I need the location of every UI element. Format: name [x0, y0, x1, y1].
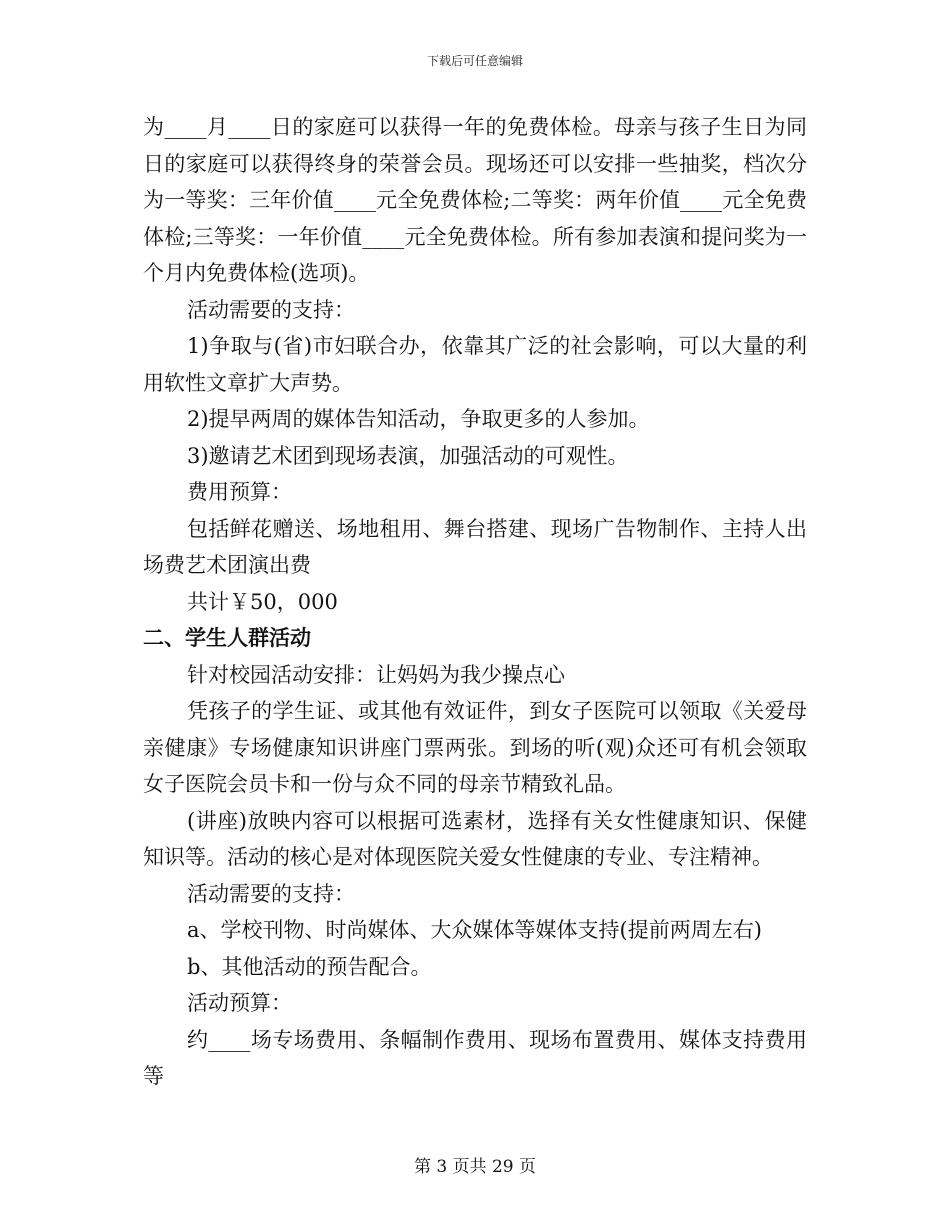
paragraph-lecture-content: (讲座)放映内容可以根据可选素材，选择有关女性健康知识、保健知识等。活动的核心是对体现医院关爱女性健康的专业、专注精神。 [143, 808, 807, 869]
page-header: 下载后可任意编辑 [426, 54, 523, 68]
paragraph-prize-details: 为____月____日的家庭可以获得一年的免费体检。母亲与孩子生日为同日的家庭可以获得终身的荣誉会员。现场还可以安排一些抽奖，档次分为一等奖：三年价值____元全免费体检;二等奖：两年价值____元全免费体检;三等奖：一年价值____元全免费体检。所有参加表演和提问奖为一个月内免费体检(选项)。 [143, 115, 807, 285]
paragraph-budget-heading: 费用预算： [187, 480, 292, 504]
page-footer: 第 3 页共 29 页 [413, 1157, 537, 1177]
paragraph-support-heading-2: 活动需要的支持： [187, 881, 355, 906]
paragraph-support-item-1: 1)争取与(省)市妇联合办，依靠其广泛的社会影响，可以大量的利用软性文章扩大声势。 [143, 334, 807, 395]
paragraph-student-card-offer: 凭孩子的学生证、或其他有效证件，到女子医院可以领取《关爱母亲健康》专场健康知识讲座门票两张。到场的听(观)众还可有机会领取女子医院会员卡和一份与众不同的母亲节精致礼品。 [143, 699, 807, 796]
paragraph-support-heading: 活动需要的支持： [187, 297, 355, 322]
paragraph-campus-arrangement: 针对校园活动安排：让妈妈为我少操点心 [187, 662, 565, 687]
paragraph-support-item-b: b、其他活动的预告配合。 [187, 954, 432, 979]
paragraph-activity-budget-items: 约____场专场费用、条幅制作费用、现场布置费用、媒体支持费用等 [143, 1027, 807, 1088]
paragraph-support-item-3: 3)邀请艺术团到现场表演，加强活动的可观性。 [187, 443, 629, 468]
paragraph-support-item-2: 2)提早两周的媒体告知活动，争取更多的人参加。 [187, 407, 650, 431]
document-body [143, 109, 807, 1095]
paragraph-support-item-a: a、学校刊物、时尚媒体、大众媒体等媒体支持(提前两周左右) [187, 918, 762, 942]
paragraph-activity-budget-heading: 活动预算： [187, 991, 292, 1015]
paragraph-budget-total: 共计￥50，000 [187, 589, 338, 614]
section-heading-student-activity: 二、学生人群活动 [143, 626, 311, 650]
paragraph-budget-items: 包括鲜花赠送、场地租用、舞台搭建、现场广告物制作、主持人出场费艺术团演出费 [143, 516, 807, 577]
